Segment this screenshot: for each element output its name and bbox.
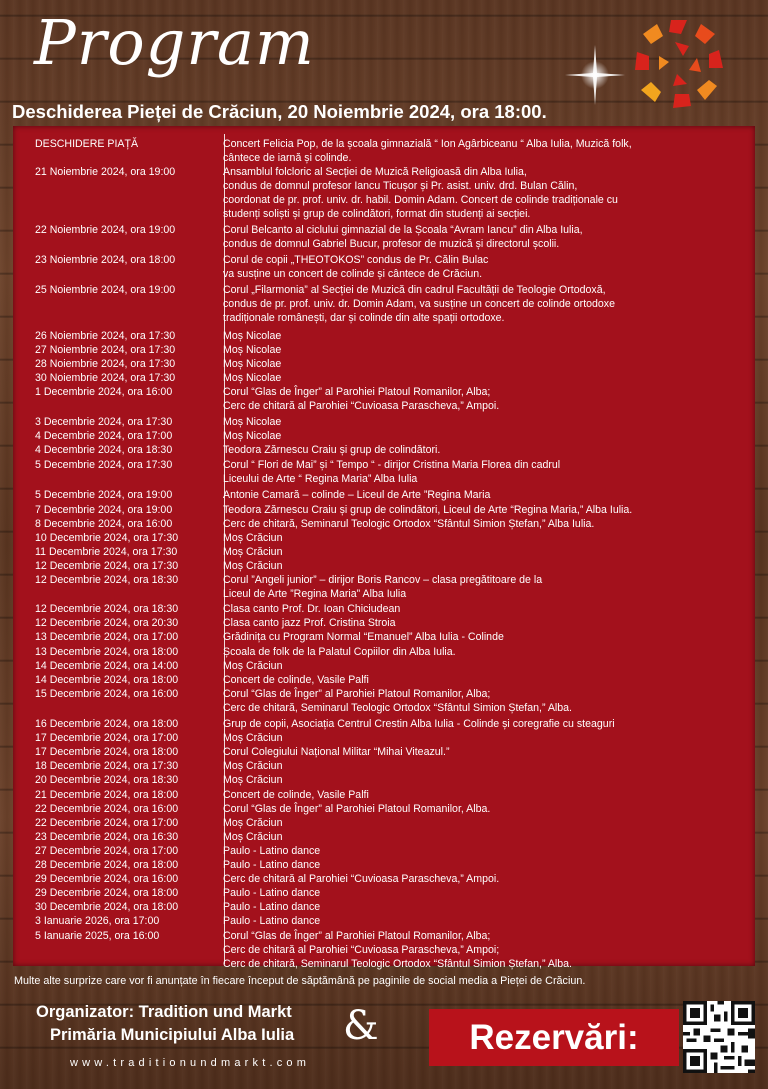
event-date: 3 Decembrie 2024, ora 17:30 — [35, 415, 173, 428]
event-date: DESCHIDERE PIAȚĂ — [35, 138, 139, 150]
event-description — [223, 731, 753, 745]
event-description — [223, 659, 753, 673]
ampersand: & — [343, 1003, 379, 1049]
event-description — [223, 673, 753, 687]
event-description — [223, 253, 753, 281]
event-date: 18 Decembrie 2024, ora 17:30 — [35, 760, 179, 773]
event-description — [223, 616, 753, 630]
event-date: 4 Decembrie 2024, ora 18:30 — [35, 444, 173, 457]
event-description — [223, 858, 753, 872]
event-line: Moș Crăciun — [223, 830, 283, 843]
event-line: Corul de copii „THEOTOKOS” condus de Pr. Călin Bulac — [223, 253, 489, 266]
event-line: Moș Crăciun — [223, 774, 283, 787]
event-line: Cerc de chitară, Seminarul Teologic Ortodox “Sfântul Simion Ștefan,” Alba. — [223, 957, 572, 970]
event-description — [223, 517, 753, 531]
event-description — [223, 802, 753, 816]
event-description — [223, 559, 753, 573]
event-line: studenți soliști și grup de colindători, format din studenți ai secției. — [223, 208, 531, 221]
event-line: Moș Nicolae — [223, 430, 282, 442]
event-date: 17 Decembrie 2024, ora 17:00 — [35, 732, 179, 745]
event-description — [223, 929, 753, 971]
event-line: Paulo - Latino dance — [223, 887, 321, 900]
event-description — [223, 687, 753, 715]
event-line: Moș Crăciun — [223, 732, 283, 745]
footer-note: Multe alte surprize care vor fi anunțate în fiecare început de săptămână pe paginile de social media a Pieței de Crăciun. — [14, 975, 586, 987]
event-date: 16 Decembrie 2024, ora 18:00 — [35, 718, 179, 730]
event-date: 28 Noiembrie 2024, ora 17:30 — [35, 358, 176, 370]
event-date: 27 Noiembrie 2024, ora 17:30 — [35, 343, 176, 356]
event-description — [223, 137, 753, 165]
event-line: Concert Felicia Pop, de la școala gimnazială “ Ion Agârbiceanu “ Alba Iulia, Muzică folk, — [223, 138, 632, 150]
event-line: Corul “Glas de Înger” al Parohiei Platoul Romanilor, Alba; — [223, 687, 491, 700]
event-line: Moș Nicolae — [223, 329, 282, 342]
event-description — [223, 816, 753, 830]
event-description — [223, 788, 753, 802]
event-date: 23 Decembrie 2024, ora 16:30 — [35, 830, 179, 843]
event-line: Corul “Glas de Înger” al Parohiei Platoul Romanilor, Alba; — [223, 929, 491, 942]
event-line: Concert de colinde, Vasile Palfi — [223, 788, 369, 801]
event-date: 30 Decembrie 2024, ora 18:00 — [35, 901, 179, 914]
event-date: 4 Decembrie 2024, ora 17:00 — [35, 430, 173, 442]
event-date: 1 Decembrie 2024, ora 16:00 — [35, 386, 173, 399]
event-description — [223, 357, 753, 371]
event-date: 13 Decembrie 2024, ora 17:00 — [35, 631, 179, 644]
event-description — [223, 717, 753, 731]
event-date: 3 Ianuarie 2026, ora 17:00 — [35, 915, 160, 928]
event-date: 12 Decembrie 2024, ora 18:30 — [35, 574, 179, 586]
event-line: Moș Crăciun — [223, 531, 283, 544]
event-line: Antonie Camară – colinde – Liceul de Arte ”Regina Maria — [223, 489, 491, 502]
event-date: 26 Noiembrie 2024, ora 17:30 — [35, 329, 176, 342]
event-line: Paulo - Latino dance — [223, 915, 321, 928]
event-date: 22 Noiembrie 2024, ora 19:00 — [35, 224, 176, 237]
page-title: Program — [34, 6, 315, 79]
event-line: Cerc de chitară, Seminarul Teologic Ortodox “Sfântul Simion Ștefan,” Alba Iulia. — [223, 517, 595, 530]
event-line: Ansamblul folcloric al Secției de Muzică Religioasă din Alba Iulia, — [223, 166, 527, 179]
event-date: 17 Decembrie 2024, ora 18:00 — [35, 746, 179, 759]
event-line: Moș Nicolae — [223, 372, 282, 385]
ornament-logo-icon — [626, 14, 732, 114]
event-line: Corul “Glas de Înger” al Parohiei Platoul Romanilor, Alba; — [223, 386, 491, 399]
organizer-line-1: Organizator: Tradition und Markt — [36, 1003, 292, 1021]
event-line: Corul Belcanto al ciclului gimnazial de la Școala “Avram Iancu” din Alba Iulia, — [223, 224, 583, 237]
event-description — [223, 645, 753, 659]
event-date: 25 Noiembrie 2024, ora 19:00 — [35, 283, 176, 296]
event-description — [223, 283, 753, 325]
reservations-banner: Rezervări: — [429, 1009, 679, 1066]
event-description — [223, 573, 753, 601]
event-line: Concert de colinde, Vasile Palfi — [223, 673, 369, 686]
event-line: Liceul de Arte ”Regina Maria” Alba Iulia — [223, 588, 407, 601]
event-line: Moș Nicolae — [223, 415, 282, 428]
event-description — [223, 886, 753, 900]
event-line: Cerc de chitară, Seminarul Teologic Ortodox “Sfântul Simion Ștefan,” Alba. — [223, 701, 572, 714]
event-line: Cerc de chitară al Parohiei “Cuvioasa Parascheva,” Ampoi; — [223, 943, 500, 956]
event-line: Moș Nicolae — [223, 358, 282, 370]
event-line: Corul ”Angeli junior” – dirijor Boris Rancov – clasa pregătitoare de la — [223, 574, 543, 586]
event-date: 5 Decembrie 2024, ora 17:30 — [35, 459, 173, 472]
event-description — [223, 415, 753, 429]
event-line: Moș Crăciun — [223, 760, 283, 773]
event-line: condus de domnul Gabriel Bucur, profesor de muzică și directorul școlii. — [223, 238, 560, 251]
event-date: 23 Noiembrie 2024, ora 18:00 — [35, 253, 176, 266]
event-line: condus de pr. prof. univ. dr. Domin Adam, va susține un concert de colinde ortodoxe — [223, 297, 615, 310]
event-line: condus de domnul profesor Iancu Ticușor și Pr. asist. univ. drd. Bulan Călin, — [223, 180, 578, 193]
event-description — [223, 872, 753, 886]
event-description — [223, 745, 753, 759]
sparkle-icon — [560, 40, 630, 110]
event-date: 20 Decembrie 2024, ora 18:30 — [35, 774, 179, 787]
event-description — [223, 914, 753, 928]
event-description — [223, 165, 753, 221]
event-date: 5 Decembrie 2024, ora 19:00 — [35, 489, 173, 502]
event-date: 5 Ianuarie 2025, ora 16:00 — [35, 929, 160, 942]
event-line: Corul “Glas de Înger” al Parohiei Platoul Romanilor, Alba. — [223, 802, 491, 815]
event-line: Grup de copii, Asociația Centrul Crestin Alba Iulia - Colinde și coregrafie cu steaguri — [223, 718, 615, 730]
qr-code-icon[interactable] — [683, 1001, 755, 1073]
event-description — [223, 759, 753, 773]
event-date: 10 Decembrie 2024, ora 17:30 — [35, 531, 179, 544]
website-link[interactable]: www.traditionundmarkt.com — [70, 1057, 311, 1069]
event-date: 22 Decembrie 2024, ora 17:00 — [35, 816, 179, 829]
event-description — [223, 844, 753, 858]
event-date: 14 Decembrie 2024, ora 14:00 — [35, 659, 179, 672]
event-date: 27 Decembrie 2024, ora 17:00 — [35, 844, 179, 857]
event-date: 12 Decembrie 2024, ora 17:30 — [35, 559, 179, 572]
event-line: Cerc de chitară al Parohiei “Cuvioasa Parascheva,” Ampoi. — [223, 873, 500, 886]
event-description — [223, 429, 753, 443]
event-line: Grădinița cu Program Normal “Emanuel” Alba Iulia - Colinde — [223, 631, 504, 644]
event-line: Paulo - Latino dance — [223, 844, 321, 857]
event-date: 15 Decembrie 2024, ora 16:00 — [35, 687, 179, 700]
event-line: tradiționale românești, dar și colinde din alte spații ortodoxe. — [223, 311, 505, 324]
event-date: 7 Decembrie 2024, ora 19:00 — [35, 503, 173, 516]
event-date: 13 Decembrie 2024, ora 18:00 — [35, 645, 179, 658]
event-description — [223, 223, 753, 251]
event-date: 29 Decembrie 2024, ora 18:00 — [35, 887, 179, 900]
event-date: 21 Noiembrie 2024, ora 19:00 — [35, 166, 176, 179]
event-line: Teodora Zărnescu Craiu și grup de colindători. — [223, 444, 441, 457]
event-line: Moș Crăciun — [223, 659, 283, 672]
event-description — [223, 385, 753, 413]
event-description — [223, 531, 753, 545]
event-line: Moș Crăciun — [223, 816, 283, 829]
event-description — [223, 503, 753, 517]
event-line: coordonat de pr. prof. univ. dr. habil. Domin Adam. Concert de colinde tradiționale cu — [223, 194, 618, 207]
event-date: 11 Decembrie 2024, ora 17:30 — [35, 545, 178, 558]
event-date: 8 Decembrie 2024, ora 16:00 — [35, 517, 173, 530]
event-line: Școala de folk de la Palatul Copiilor din Alba Iulia. — [223, 645, 456, 658]
event-line: Clasa canto jazz Prof. Cristina Stroia — [223, 617, 396, 630]
event-line: Corul „Filarmonia” al Secției de Muzică din cadrul Facultății de Teologie Ortodoxă, — [223, 283, 606, 296]
event-date: 21 Decembrie 2024, ora 18:00 — [35, 788, 179, 801]
event-line: Cerc de chitară al Parohiei “Cuvioasa Parascheva,” Ampoi. — [223, 400, 500, 413]
event-line: Moș Crăciun — [223, 545, 283, 558]
event-date: 12 Decembrie 2024, ora 18:30 — [35, 603, 179, 616]
event-date: 28 Decembrie 2024, ora 18:00 — [35, 859, 179, 871]
event-line: Teodora Zărnescu Craiu și grup de colindători, Liceul de Arte “Regina Maria,” Alba Iulia. — [223, 503, 633, 516]
event-date: 22 Decembrie 2024, ora 16:00 — [35, 802, 179, 815]
event-description — [223, 830, 753, 844]
event-line: Moș Crăciun — [223, 559, 283, 572]
organizer-block — [36, 1001, 294, 1047]
event-description — [223, 488, 753, 502]
event-line: Paulo - Latino dance — [223, 901, 321, 914]
event-date: 30 Noiembrie 2024, ora 17:30 — [35, 372, 176, 385]
event-line: Corul Colegiului Național Militar “Mihai Viteazul.” — [223, 746, 450, 759]
event-line: Paulo - Latino dance — [223, 859, 321, 871]
event-line: Liceului de Arte “ Regina Maria” Alba Iulia — [223, 473, 418, 486]
event-description — [223, 443, 753, 457]
event-date: 14 Decembrie 2024, ora 18:00 — [35, 673, 179, 686]
event-line: va susține un concert de colinde și cântece de Crăciun. — [223, 267, 483, 280]
event-date: 29 Decembrie 2024, ora 16:00 — [35, 873, 179, 886]
event-description — [223, 545, 753, 559]
event-line: Moș Nicolae — [223, 343, 282, 356]
event-description — [223, 900, 753, 914]
event-date: 12 Decembrie 2024, ora 20:30 — [35, 617, 179, 630]
event-description — [223, 773, 753, 787]
event-description — [223, 630, 753, 644]
event-line: Clasa canto Prof. Dr. Ioan Chiciudean — [223, 603, 401, 616]
event-description — [223, 458, 753, 486]
event-line: cântece de iarnă și colinde. — [223, 152, 352, 165]
event-description — [223, 371, 753, 385]
organizer-line-2: Primăria Municipiului Alba Iulia — [50, 1026, 295, 1044]
event-description — [223, 343, 753, 357]
event-line: Corul “ Flori de Mai” și “ Tempo “ - dirijor Cristina Maria Florea din cadrul — [223, 459, 561, 472]
event-description — [223, 602, 753, 616]
schedule-panel — [13, 126, 755, 970]
page-subtitle: Deschiderea Pieței de Crăciun, 20 Noiembrie 2024, ora 18:00. — [12, 101, 547, 122]
event-description — [223, 329, 753, 343]
